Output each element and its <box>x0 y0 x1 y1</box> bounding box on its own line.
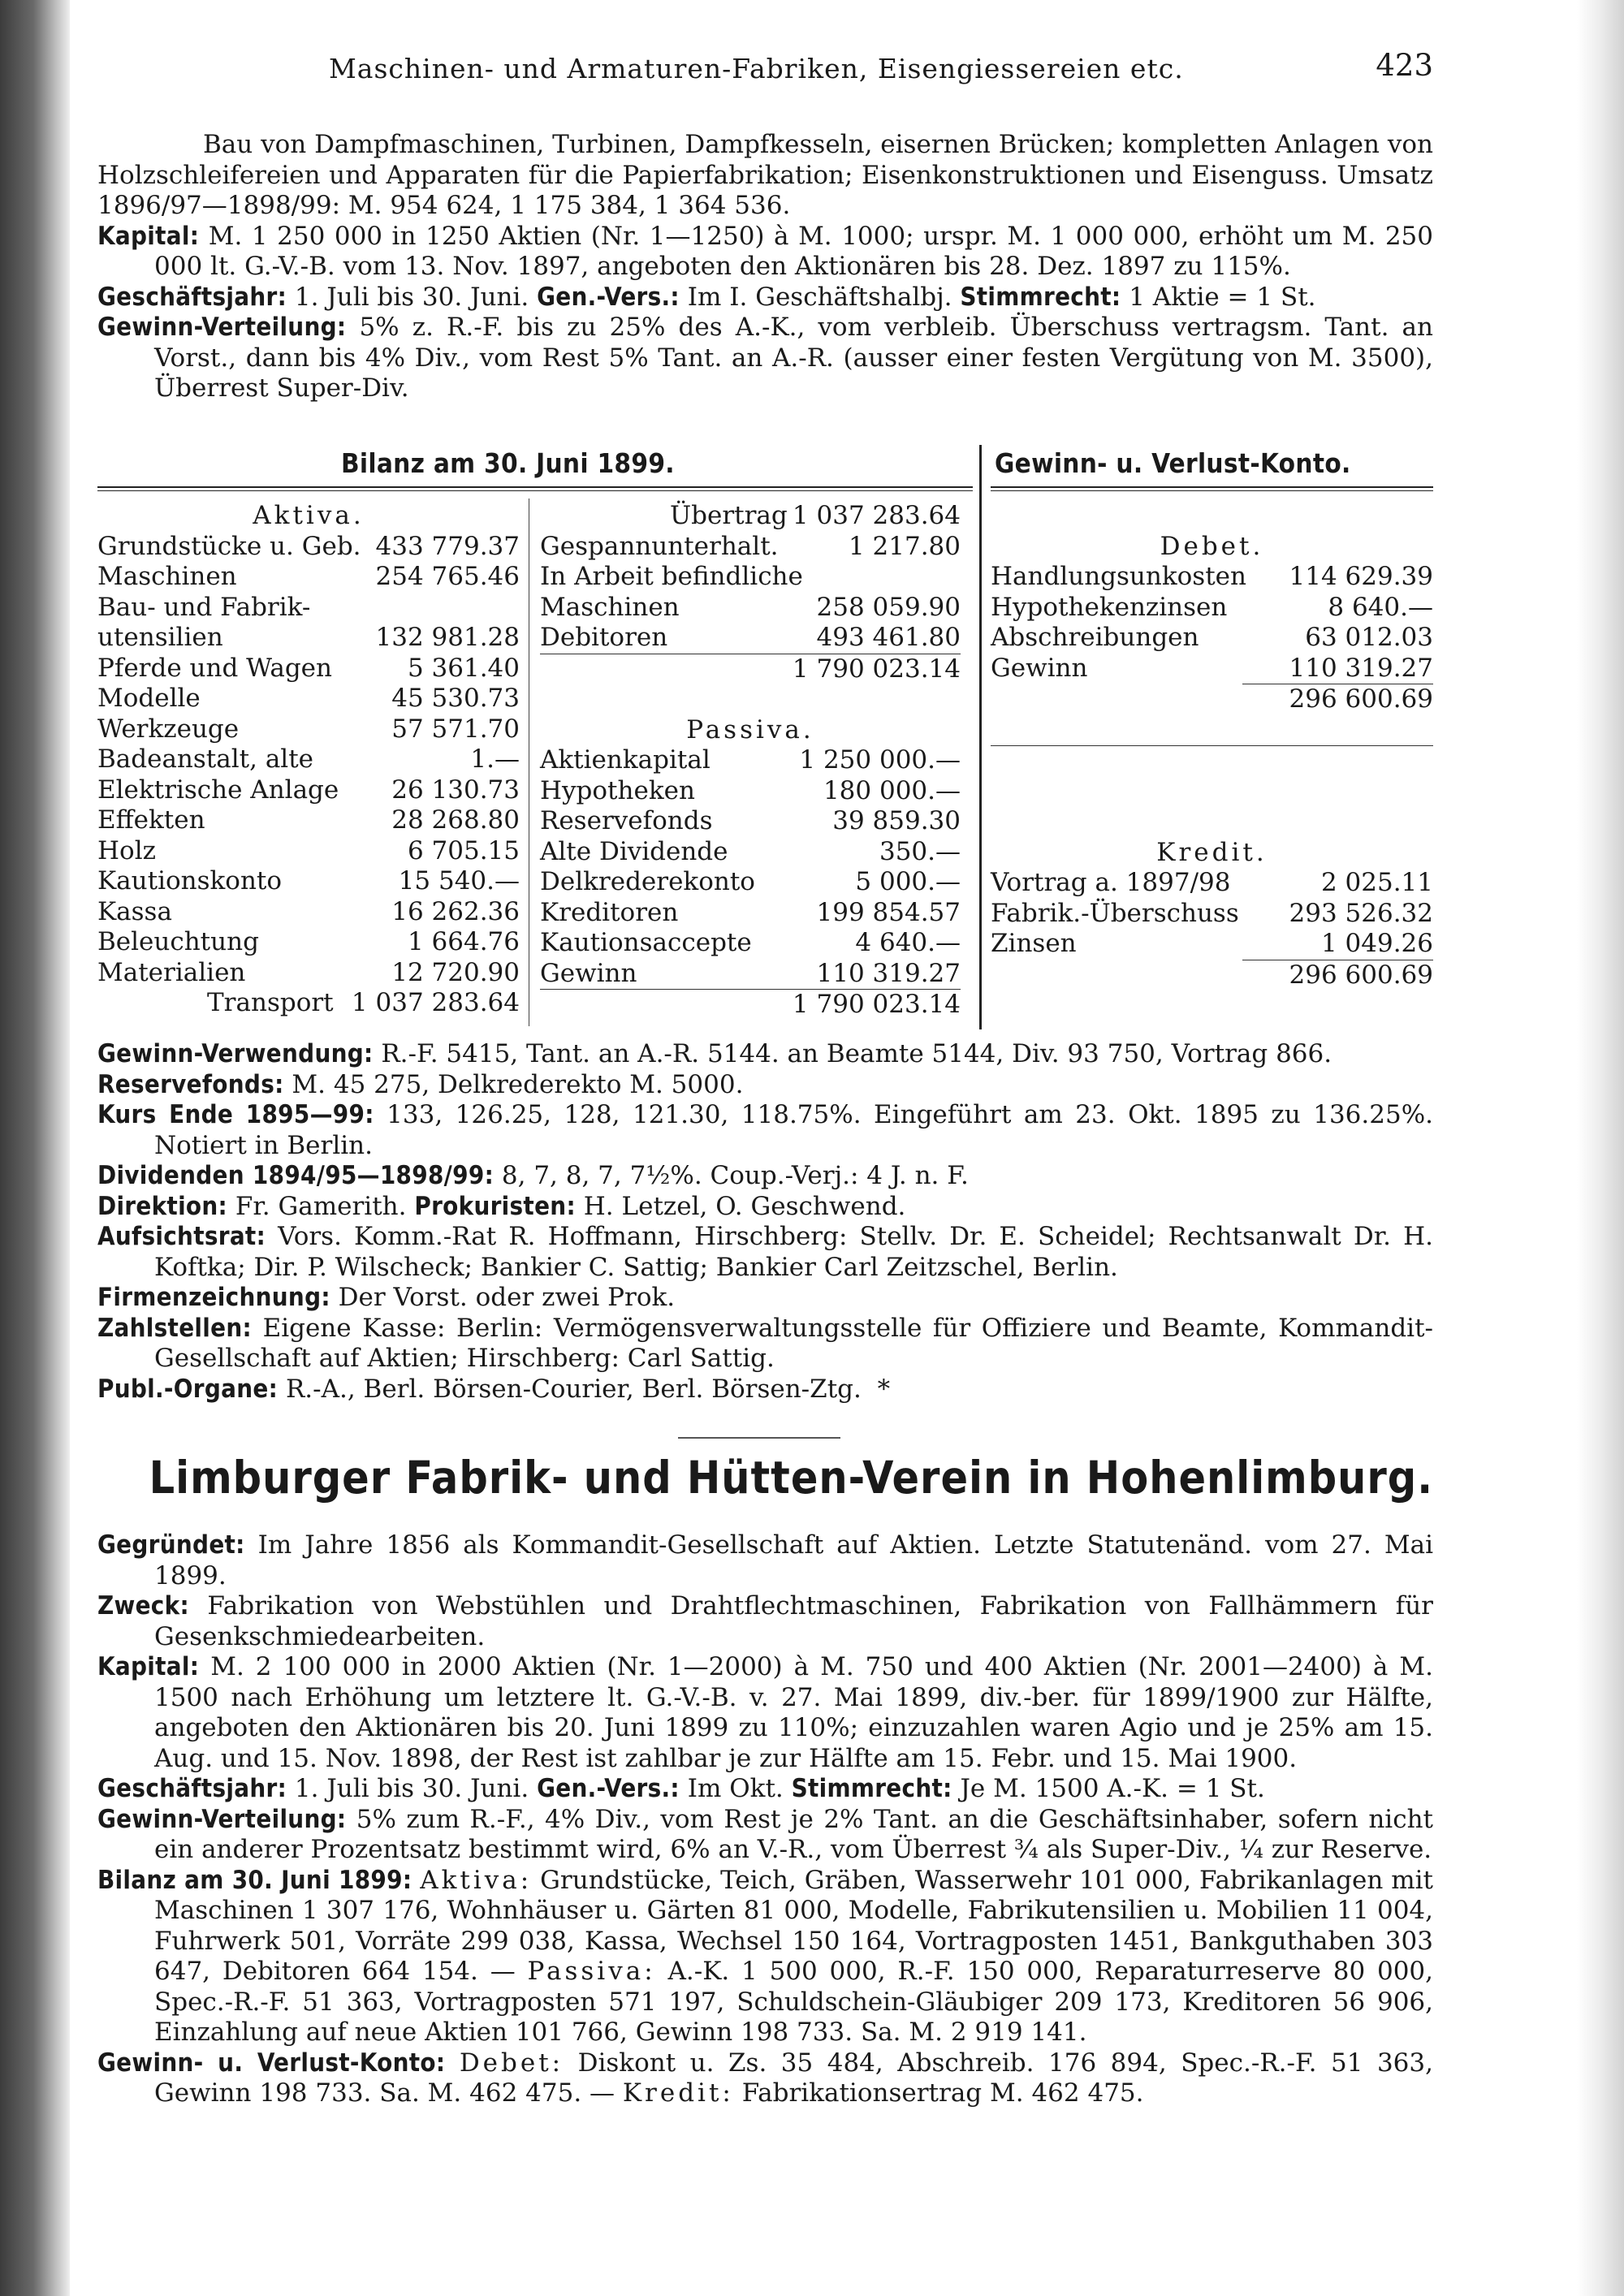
gewinnvert-text: 5% z. R.-F. bis zu 25% des A.-K., vom verbleib. Überschuss vertragsm. Tant. an Vorst., dann bis 4% Div., vom Rest 5% Tant. an A.-R. (ausser einer festen Vergütung von M. 3500), Überrest Super-Div. <box>154 313 1433 403</box>
ledger-value: 57 571.70 <box>391 714 520 744</box>
spacer-row <box>540 684 961 715</box>
guv-spacer-3 <box>991 807 1433 838</box>
passiva-heading: Passiva. <box>686 714 814 744</box>
ledger-value: 6 705.15 <box>407 835 520 865</box>
passiva-total: 1 790 023.14 <box>792 990 961 1019</box>
ledger-label: Elektrische Anlage <box>97 775 339 805</box>
company1-intro <box>97 130 1433 404</box>
ledger-label: Kautionskonto <box>97 866 283 896</box>
company2-zweck <box>97 1591 1433 1652</box>
zweck-label: Zweck: <box>97 1591 189 1621</box>
aufsicht-label: Aufsichtsrat: <box>97 1222 266 1251</box>
ledger-value: 258 059.90 <box>816 592 961 622</box>
ledger-label: Bau- und Fabrik- <box>97 592 311 622</box>
ledger-value: 132 981.28 <box>375 623 520 652</box>
company1-geschaeftsjahr <box>97 283 1433 313</box>
aktiva-rows <box>97 532 520 989</box>
ledger-row <box>97 836 520 867</box>
guv-spacer-top <box>991 501 1433 532</box>
div-label: Dividenden 1894/95—1898/99: <box>97 1161 495 1190</box>
ledger-value: 2 025.11 <box>1320 868 1433 897</box>
ledger-label: Gewinn <box>991 653 1088 683</box>
ledger-row <box>97 866 520 897</box>
ledger-label: Grundstücke u. Geb. <box>97 531 361 561</box>
bilanz2-aktiva-text: Grundstücke, Teich, Gräben, Wasserwehr 101 000, Fabrikanlagen mit Maschinen 1 307 176, Wohnhäuser u. Gärten 81 000, Modelle, Fabrikutensilien u. Mobilien 11 004, Fuhrwerk 501, Vorräte 299 038, Kassa, Wechsel 150 164, Vortragposten 1451, Bankguthaben 303 647, Debitoren 664 154. — <box>154 1865 1433 1986</box>
guv-mid-rule <box>991 745 1433 777</box>
ledger-value: 1 217.80 <box>848 531 961 561</box>
debet-heading: Debet. <box>1160 531 1264 561</box>
guv-column <box>991 501 1433 990</box>
ledger-label: Werkzeuge <box>97 714 240 744</box>
kredit-total: 296 600.69 <box>1289 960 1433 990</box>
debet-total-row <box>1242 684 1433 715</box>
transport-row <box>97 988 520 1019</box>
passiva-total-row <box>540 989 961 1021</box>
ledger-label: Hypotheken <box>540 775 695 805</box>
bilanz2-passiva-text: A.-K. 1 500 000, R.-F. 150 000, Reparaturreserve 80 000, Spec.-R.-F. 51 363, Vortragposten 571 197, Schuldschein-Gläubiger 209 173, Kreditoren 56 906, Einzahlung auf neue Aktien 101 766, Gewinn 198 733. Sa. M. 2 919 141. <box>154 1957 1434 2047</box>
company1-dividenden <box>97 1161 1433 1192</box>
ledger-row <box>991 929 1433 960</box>
ledger-label: Modelle <box>97 684 201 713</box>
ledger-value: 1 250 000.— <box>799 745 961 775</box>
ledger-value: 114 629.39 <box>1289 562 1433 591</box>
ledger-row <box>97 714 520 745</box>
ledger-label: Hypothekenzinsen <box>991 592 1228 622</box>
bilanz-rule-top-2 <box>97 490 973 491</box>
gj2-text: 1. Juli bis 30. Juni. <box>294 1774 529 1803</box>
ledger-value: 39 859.30 <box>832 806 961 835</box>
gj-label: Geschäftsjahr: <box>97 282 287 312</box>
ledger-label: Pferde und Wagen <box>97 653 332 683</box>
tables-divider <box>979 445 982 1029</box>
kapital2-text: M. 2 100 000 in 2000 Aktien (Nr. 1—2000) à M. 750 und 400 Aktien (Nr. 2001—2400) à M. 1500 nach Erhöhung um letztere lt. G.-V.-B. v. 27. Mai 1899, div.-ber. für 1899/1900 zur Hälfte, angeboten den Aktionären bis 20. Juni 1899 zu 110%; einzuzahlen waren Agio und je 25% am 15. Aug. und 15. Nov. 1898, der Rest ist zahlbar je zur Hälfte am 15. Febr. und 15. Mai 1900. <box>154 1652 1434 1773</box>
transport-value: 1 037 283.64 <box>351 988 520 1017</box>
guv-rule-top <box>991 486 1433 488</box>
direktion-text: Fr. Gamerith. <box>235 1191 407 1221</box>
ledger-row <box>97 654 520 684</box>
document-page <box>97 0 1433 2296</box>
bilanz-title: Bilanz am 30. Juni 1899. <box>341 447 675 479</box>
ledger-value: 28 268.80 <box>391 805 520 835</box>
kapital-label: Kapital: <box>97 221 200 251</box>
kredit-rows <box>991 868 1433 960</box>
company1-details <box>97 1039 1433 1405</box>
company2-title: Limburger Fabrik- und Hütten-Verein in Hohenlimburg. <box>149 1452 1433 1504</box>
uebertrag-label: Übertrag <box>670 501 788 530</box>
passiva-rows <box>540 745 961 989</box>
gewinnvert2-text: 5% zum R.-F., 4% Div., vom Rest je 2% Tant. an die Geschäftsinhaber, sofern nicht ein anderer Prozentsatz bestimmt wird, 6% an V.-R., vom Überrest ¾ als Super-Div., ¼ zur Reserve. <box>154 1804 1434 1864</box>
section-separator <box>678 1437 840 1439</box>
ledger-row <box>97 927 520 958</box>
ledger-row <box>97 897 520 928</box>
guv2-debet-word: Debet: <box>459 2048 564 2078</box>
aktiva-total-row <box>540 654 961 685</box>
organe-label: Publ.-Organe: <box>97 1374 279 1404</box>
page-number: 423 <box>1376 48 1433 83</box>
ledger-label: Badeanstalt, alte <box>97 744 314 774</box>
ledger-value: 199 854.57 <box>816 897 961 927</box>
company1-zahlstellen <box>97 1314 1433 1375</box>
kapital2-label: Kapital: <box>97 1652 200 1681</box>
ledger-label: In Arbeit befindliche <box>540 562 803 591</box>
company1-aufsichtsrat <box>97 1222 1433 1283</box>
aktiva-heading: Aktiva. <box>253 501 365 530</box>
stimm2-text: Je M. 1500 A.-K. = 1 St. <box>960 1774 1265 1803</box>
company2-body <box>97 1530 1433 2109</box>
guv2-kredit-word: Kredit: <box>622 2078 734 2108</box>
aktiva-cont-rows <box>540 532 961 654</box>
ledger-label: Effekten <box>97 805 205 835</box>
gewinnverw-text: R.-F. 5415, Tant. an A.-R. 5144. an Beamte 5144, Div. 93 750, Vortrag 866. <box>381 1039 1332 1068</box>
ledger-value: 15 540.— <box>398 866 520 896</box>
debet-rows <box>991 562 1433 684</box>
bilanz-rule-top <box>97 486 973 488</box>
gegr-label: Gegründet: <box>97 1530 245 1560</box>
ledger-value: 293 526.32 <box>1289 898 1433 928</box>
gv2-label: Gen.-Vers.: <box>537 1774 680 1803</box>
company1-gewinnverteilung <box>97 313 1433 404</box>
ledger-row <box>97 562 520 593</box>
ledger-row <box>97 744 520 775</box>
ledger-row <box>540 806 961 837</box>
bilanz2-passiva-word: Passiva: <box>527 1957 656 1986</box>
gegr-text: Im Jahre 1856 als Kommandit-Gesellschaft auf Aktien. Letzte Statutenänd. vom 27. Mai 1899. <box>154 1530 1434 1590</box>
company1-zweck: Bau von Dampfmaschinen, Turbinen, Dampfkesseln, eisernen Brücken; kompletten Anlagen von Holzschleifereien und Apparaten für die Papierfabrikation; Eisenkonstruktionen und Eisenguss. Umsatz 1896/97—1898/99: M. 954 624, 1 175 384, 1 364 536. <box>97 130 1433 220</box>
gv2-text: Im Okt. <box>687 1774 784 1803</box>
ledger-value: 45 530.73 <box>391 684 520 713</box>
ledger-row <box>97 684 520 714</box>
aufsicht-text: Vors. Komm.-Rat R. Hoffmann, Hirschberg: Stellv. Dr. E. Scheidel; Rechtsanwalt Dr. H. Koftka; Dir. P. Wilscheck; Bankier C. Sattig; Bankier Carl Zeitzschel, Berlin. <box>154 1222 1433 1282</box>
ledger-label: Alte Dividende <box>540 836 728 866</box>
gj2-label: Geschäftsjahr: <box>97 1774 287 1803</box>
uebertrag-row <box>540 501 961 532</box>
firmenz-label: Firmenzeichnung: <box>97 1283 330 1312</box>
uebertrag-value: 1 037 283.64 <box>792 501 961 530</box>
company1-gewinnverwendung <box>97 1039 1433 1070</box>
firmenz-text: Der Vorst. oder zwei Prok. <box>338 1283 676 1312</box>
ledger-value: 180 000.— <box>823 775 961 805</box>
ledger-label: Aktienkapital <box>540 745 710 775</box>
reserve-label: Reservefonds: <box>97 1069 284 1099</box>
gv-label: Gen.-Vers.: <box>537 282 680 312</box>
organe-text: R.-A., Berl. Börsen-Courier, Berl. Börsen-Ztg. <box>285 1374 862 1404</box>
guv-title: Gewinn- u. Verlust-Konto. <box>995 447 1351 479</box>
scan-edge-left <box>0 0 70 2296</box>
gewinnvert2-label: Gewinn-Verteilung: <box>97 1804 347 1834</box>
ledger-label: Kreditoren <box>540 897 679 927</box>
company2-gewinnverteilung <box>97 1805 1433 1866</box>
gv-text: Im I. Geschäftshalbj. <box>687 282 952 312</box>
kredit-heading: Kredit. <box>1156 837 1268 867</box>
zweck-text: Fabrikation von Webstühlen und Drahtflechtmaschinen, Fabrikation von Fallhämmern für Gesenkschmiedearbeiten. <box>154 1591 1433 1651</box>
ledger-label: Delkrederekonto <box>540 867 755 896</box>
gj-text: 1. Juli bis 30. Juni. <box>294 282 529 312</box>
prokuristen-label: Prokuristen: <box>414 1191 576 1221</box>
bilanz2-aktiva-word: Aktiva: <box>420 1865 533 1895</box>
ledger-value: 350.— <box>879 836 961 866</box>
zahlst-label: Zahlstellen: <box>97 1313 252 1343</box>
ledger-value: 8 640.— <box>1328 592 1433 622</box>
company1-organe <box>97 1375 1433 1405</box>
ledger-row <box>540 959 961 990</box>
ledger-label: Reservefonds <box>540 806 713 835</box>
ledger-label: Fabrik.-Überschuss <box>991 898 1239 928</box>
company2-kapital <box>97 1652 1433 1774</box>
ledger-row <box>540 776 961 807</box>
ledger-value: 493 461.80 <box>816 623 961 652</box>
kurs-text: 133, 126.25, 128, 121.30, 118.75%. Eingeführt am 23. Okt. 1895 zu 136.25%. Notiert in Berlin. <box>154 1100 1433 1160</box>
company1-firmenzeichnung <box>97 1283 1433 1314</box>
company1-kurs <box>97 1100 1433 1161</box>
ledger-label: Maschinen <box>97 562 237 591</box>
ledger-row <box>991 593 1433 624</box>
ledger-label: Gespannunterhalt. <box>540 531 779 561</box>
ledger-label: Handlungsunkosten <box>991 562 1246 591</box>
transport-label: Transport <box>207 988 334 1017</box>
kredit-total-row <box>1242 960 1433 991</box>
scan-edge-right <box>1577 0 1624 2296</box>
ledger-row <box>991 623 1433 654</box>
ledger-value: 1 664.76 <box>407 927 520 956</box>
running-title: Maschinen- und Armaturen-Fabriken, Eisengiessereien etc. <box>329 53 1184 84</box>
ledger-label: Holz <box>97 835 156 865</box>
company2-bilanz <box>97 1866 1433 2048</box>
ledger-label: Abschreibungen <box>991 623 1199 652</box>
ledger-row <box>97 623 520 654</box>
ledger-row <box>540 562 961 593</box>
ledger-label: Zinsen <box>991 929 1077 958</box>
bilanz2-label: Bilanz am 30. Juni 1899: <box>97 1865 412 1895</box>
ledger-row <box>991 654 1433 684</box>
ledger-label: utensilien <box>97 623 223 652</box>
ledger-row <box>540 867 961 898</box>
guv2-label: Gewinn- u. Verlust-Konto: <box>97 2048 446 2078</box>
stimm-text: 1 Aktie = 1 St. <box>1129 282 1316 312</box>
kurs-label: Kurs Ende 1895—99: <box>97 1100 374 1129</box>
aktiva-column <box>97 501 520 1019</box>
company2-geschaeftsjahr <box>97 1774 1433 1805</box>
ledger-value: 63 012.03 <box>1305 623 1433 652</box>
ledger-value: 26 130.73 <box>391 775 520 805</box>
gewinnvert-label: Gewinn-Verteilung: <box>97 313 347 342</box>
ledger-row <box>97 593 520 624</box>
kapital-text: M. 1 250 000 in 1250 Aktien (Nr. 1—1250) à M. 1000; urspr. M. 1 000 000, erhöht um M. 250 000 lt. G.-V.-B. vom 13. Nov. 1897, angeboten den Aktionären bis 28. Dez. 1897 zu 115%. <box>154 221 1434 281</box>
ledger-row <box>991 899 1433 930</box>
ledger-row <box>540 928 961 959</box>
company1-kapital <box>97 222 1433 283</box>
ledger-label: Debitoren <box>540 623 668 652</box>
ledger-row <box>97 532 520 563</box>
guv2-debet-text: Diskont u. Zs. 35 484, Abschreib. 176 894, Spec.-R.-F. 51 363, Gewinn 198 733. Sa. M. 462 475. — <box>154 2048 1433 2108</box>
company2-gegruendet <box>97 1530 1433 1591</box>
balance-sheet-area <box>97 445 1433 1029</box>
ledger-row <box>540 898 961 929</box>
stimm-label: Stimmrecht: <box>960 282 1121 312</box>
prokuristen-text: H. Letzel, O. Geschwend. <box>583 1191 906 1221</box>
ledger-value: 110 319.27 <box>816 958 961 988</box>
ledger-label: Vortrag a. 1897/98 <box>991 868 1231 897</box>
company1-direktion <box>97 1192 1433 1223</box>
ledger-value: 16 262.36 <box>391 896 520 926</box>
guv-spacer-1 <box>991 715 1433 746</box>
zahlst-text: Eigene Kasse: Berlin: Vermögensverwaltungsstelle für Offiziere und Beamte, Kommandit-Gesellschaft auf Aktien; Hirschberg: Carl Sattig. <box>154 1313 1434 1373</box>
ledger-row <box>540 623 961 654</box>
ledger-value: 12 720.90 <box>391 957 520 987</box>
ledger-label: Kassa <box>97 896 172 926</box>
ledger-row <box>97 775 520 806</box>
aktiva-total: 1 790 023.14 <box>792 654 961 684</box>
ledger-value: 254 765.46 <box>375 562 520 591</box>
guv-rule-top-2 <box>991 490 1433 491</box>
company1-reservefonds <box>97 1070 1433 1101</box>
ledger-value: 5 000.— <box>855 867 961 896</box>
ledger-label: Maschinen <box>540 592 680 622</box>
ledger-label: Kautionsaccepte <box>540 928 752 957</box>
ledger-label: Gewinn <box>540 958 637 988</box>
ledger-value: 433 779.37 <box>375 531 520 561</box>
ledger-label: Beleuchtung <box>97 927 259 956</box>
ledger-row <box>991 562 1433 593</box>
ledger-value: 110 319.27 <box>1289 653 1433 683</box>
company2-guv <box>97 2048 1433 2109</box>
ledger-label: Materialien <box>97 957 246 987</box>
direktion-label: Direktion: <box>97 1191 227 1221</box>
ledger-row <box>991 868 1433 899</box>
guv2-kredit-text: Fabrikationsertrag M. 462 475. <box>741 2078 1144 2108</box>
guv-spacer-2 <box>991 777 1433 808</box>
ledger-row <box>97 805 520 836</box>
ledger-row <box>540 532 961 563</box>
ledger-value: 5 361.40 <box>407 653 520 683</box>
passiva-column <box>540 501 961 1021</box>
ledger-value: 1.— <box>470 744 520 774</box>
reserve-text: M. 45 275, Delkrederekto M. 5000. <box>292 1069 744 1099</box>
ledger-value: 1 049.26 <box>1320 929 1433 958</box>
ledger-row <box>540 837 961 868</box>
ledger-row <box>540 745 961 776</box>
ledger-value: 4 640.— <box>855 928 961 957</box>
div-text: 8, 7, 8, 7, 7½%. Coup.-Verj.: 4 J. n. F. <box>501 1161 969 1190</box>
debet-total: 296 600.69 <box>1289 684 1433 714</box>
ledger-row <box>97 958 520 989</box>
stimm2-label: Stimmrecht: <box>791 1774 952 1803</box>
ledger-row <box>540 593 961 624</box>
gewinnverw-label: Gewinn-Verwendung: <box>97 1039 374 1068</box>
footnote-star: * <box>877 1374 891 1404</box>
running-head <box>97 49 1433 89</box>
